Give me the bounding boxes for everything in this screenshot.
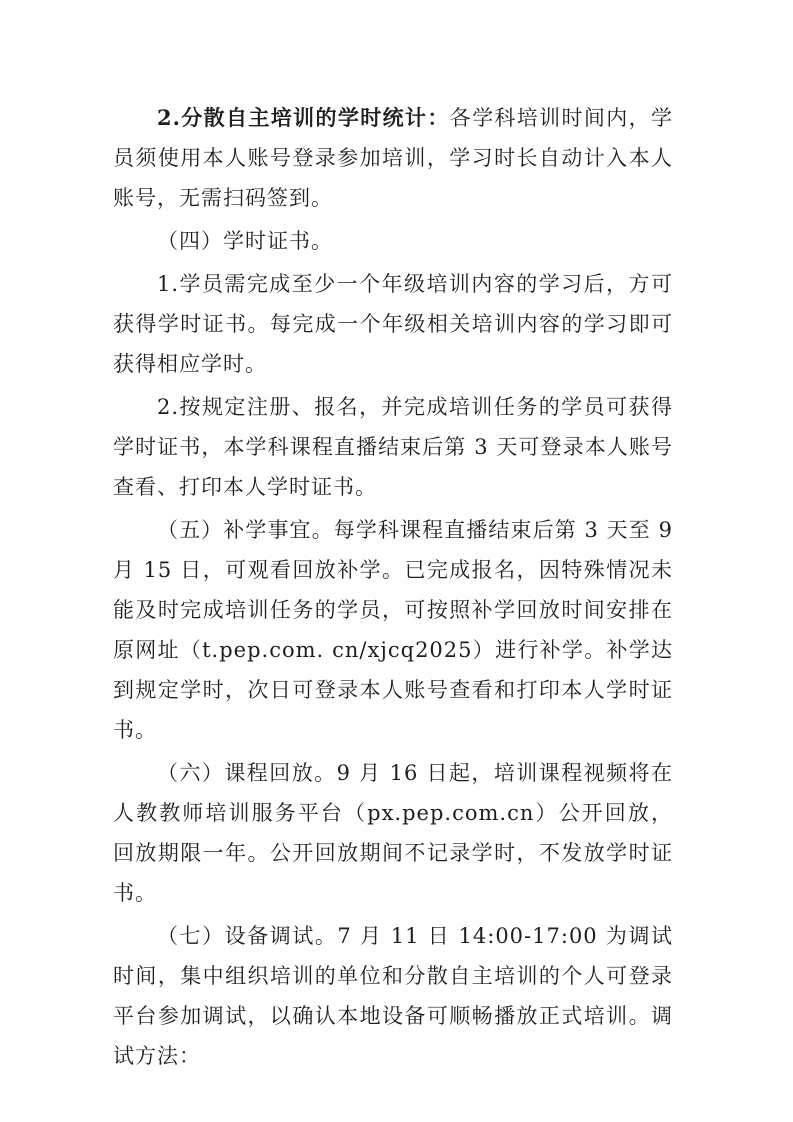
paragraph-device-test: （七）设备调试。7 月 11 日 14:00-17:00 为调试时间，集中组织培训的单位和分散自主培训的个人可登录平台参加调试，以确认本地设备可顺畅播放正式培训。调试方法： xyxy=(113,924,673,1068)
document-body xyxy=(113,98,673,1076)
paragraph-study-hours-stats xyxy=(113,98,673,218)
paragraph-certificate-1: 1.学员需完成至少一个年级培训内容的学习后，方可获得学时证书。每完成一个年级相关培训内容的学习即可获得相应学时。 xyxy=(113,272,673,376)
paragraph-text: 各学科培训时间内，学员须使用本人账号登录参加培训，学习时长自动计入本人账号，无需扫码签到。 xyxy=(113,106,674,210)
paragraph-heading: 2.分散自主培训的学时统计： xyxy=(157,105,450,130)
section-heading-certificate: （四）学时证书。 xyxy=(157,229,333,253)
paragraph-course-replay: （六）课程回放。9 月 16 日起，培训课程视频将在人教教师培训服务平台（px.pep.com.cn）公开回放，回放期限一年。公开回放期间不记录学时，不发放学时证书。 xyxy=(113,761,673,905)
paragraph-makeup-study: （五）补学事宜。每学科课程直播结束后第 3 天至 9 月 15 日，可观看回放补学。已完成报名，因特殊情况未能及时完成培训任务的学员，可按照补学回放时间安排在原网址（t.pep.com. cn/xjcq2025）进行补学。补学达到规定学时，次日可登录本人账号查看和打印本人学时证书。 xyxy=(113,518,673,742)
paragraph-certificate-2: 2.按规定注册、报名，并完成培训任务的学员可获得学时证书，本学科课程直播结束后第 3 天可登录本人账号查看、打印本人学时证书。 xyxy=(113,395,673,499)
